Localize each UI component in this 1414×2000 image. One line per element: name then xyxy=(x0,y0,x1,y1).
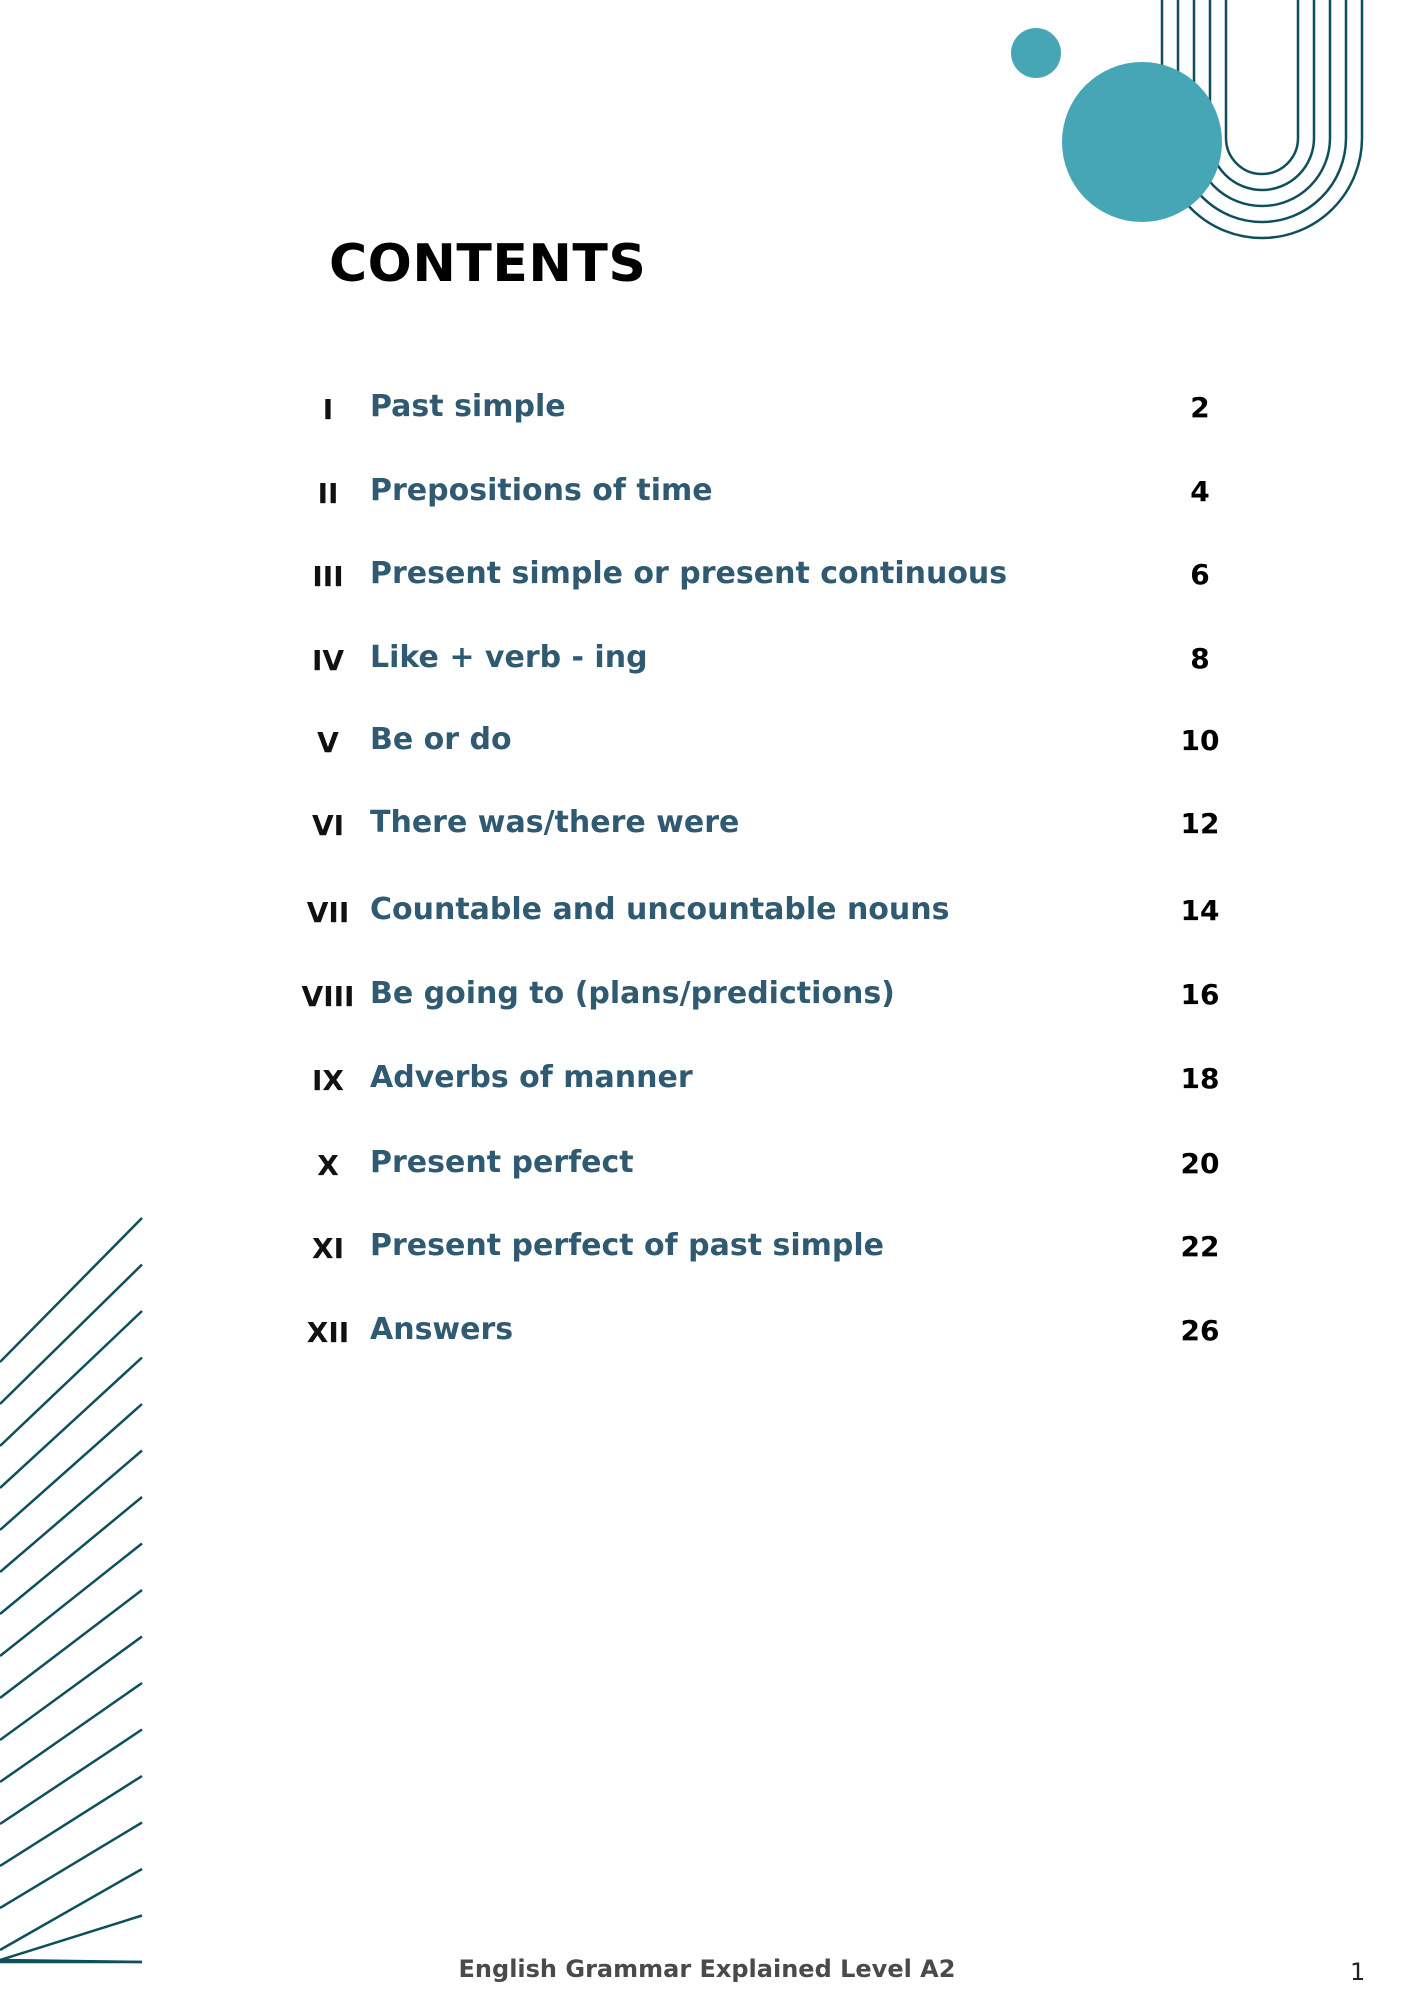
toc-page-number: 4 xyxy=(1190,475,1210,508)
toc-entry[interactable] xyxy=(290,718,1230,768)
toc-page-number: 18 xyxy=(1180,1062,1220,1095)
ray-line xyxy=(0,1265,142,1405)
toc-page-number: 6 xyxy=(1190,558,1210,591)
toc-topic-link[interactable]: Past simple xyxy=(370,389,566,424)
toc-numeral: IX xyxy=(311,1064,344,1097)
ray-line xyxy=(0,1544,142,1657)
toc-entry[interactable] xyxy=(290,888,1230,938)
toc-topic-link[interactable]: There was/there were xyxy=(370,805,740,840)
toc-entry[interactable] xyxy=(290,1056,1230,1106)
toc-numeral: II xyxy=(317,477,339,510)
ray-line xyxy=(0,1218,142,1362)
toc-entry[interactable] xyxy=(290,385,1230,435)
toc-page-number: 22 xyxy=(1180,1230,1220,1263)
ray-line xyxy=(0,1823,142,1909)
circles-and-arches-decoration xyxy=(1011,0,1362,238)
toc-topic-link[interactable]: Present simple or present continuous xyxy=(370,556,1008,591)
ray-line xyxy=(0,1497,142,1614)
radiating-lines-decoration xyxy=(0,1218,142,1962)
toc-topic-link[interactable]: Countable and uncountable nouns xyxy=(370,892,950,927)
toc-entry[interactable] xyxy=(290,1141,1230,1191)
toc-numeral: III xyxy=(312,560,344,593)
large-circle-shape xyxy=(1062,62,1222,222)
toc-entry[interactable] xyxy=(290,972,1230,1022)
ray-line xyxy=(0,1637,142,1741)
toc-topic-link[interactable]: Present perfect of past simple xyxy=(370,1228,885,1263)
toc-numeral: I xyxy=(322,393,334,426)
toc-page-number: 14 xyxy=(1180,894,1220,927)
toc-topic-link[interactable]: Adverbs of manner xyxy=(370,1060,693,1095)
ray-line xyxy=(0,1776,142,1866)
toc-topic-link[interactable]: Be or do xyxy=(370,722,512,757)
footer-title: English Grammar Explained Level A2 xyxy=(458,1955,956,1983)
ray-line xyxy=(0,1730,142,1825)
toc-numeral: IV xyxy=(311,644,345,677)
toc-topic-link[interactable]: Prepositions of time xyxy=(370,473,713,508)
toc-topic-link[interactable]: Be going to (plans/predictions) xyxy=(370,976,895,1011)
toc-topic-link[interactable]: Like + verb - ing xyxy=(370,640,648,675)
toc-page-number: 26 xyxy=(1180,1314,1220,1347)
toc-page-number: 2 xyxy=(1190,391,1210,424)
toc-entry[interactable] xyxy=(290,552,1230,602)
toc-numeral: X xyxy=(317,1149,339,1182)
toc-page-number: 20 xyxy=(1180,1147,1220,1180)
toc-entry[interactable] xyxy=(290,801,1230,851)
toc-page-number: 12 xyxy=(1180,807,1220,840)
toc-numeral: XI xyxy=(311,1232,344,1265)
page-number: 1 xyxy=(1350,1958,1366,1986)
page-title: CONTENTS xyxy=(329,234,647,294)
toc-entry[interactable] xyxy=(290,1308,1230,1358)
toc-numeral: XII xyxy=(306,1316,350,1349)
ray-line xyxy=(0,1683,142,1782)
toc-topic-link[interactable]: Present perfect xyxy=(370,1145,634,1180)
toc-entry[interactable] xyxy=(290,469,1230,519)
toc-numeral: VIII xyxy=(301,980,355,1013)
toc-page-number: 10 xyxy=(1180,724,1220,757)
toc-topic-link[interactable]: Answers xyxy=(370,1312,514,1347)
toc-page-number: 16 xyxy=(1180,978,1220,1011)
toc-entry[interactable] xyxy=(290,636,1230,686)
ray-line xyxy=(0,1590,142,1698)
toc-page-number: 8 xyxy=(1190,642,1210,675)
toc-numeral: VII xyxy=(306,896,350,929)
toc-numeral: VI xyxy=(311,809,345,842)
toc-entry[interactable] xyxy=(290,1224,1230,1274)
toc-numeral: V xyxy=(317,726,339,759)
small-circle-shape xyxy=(1011,28,1061,78)
